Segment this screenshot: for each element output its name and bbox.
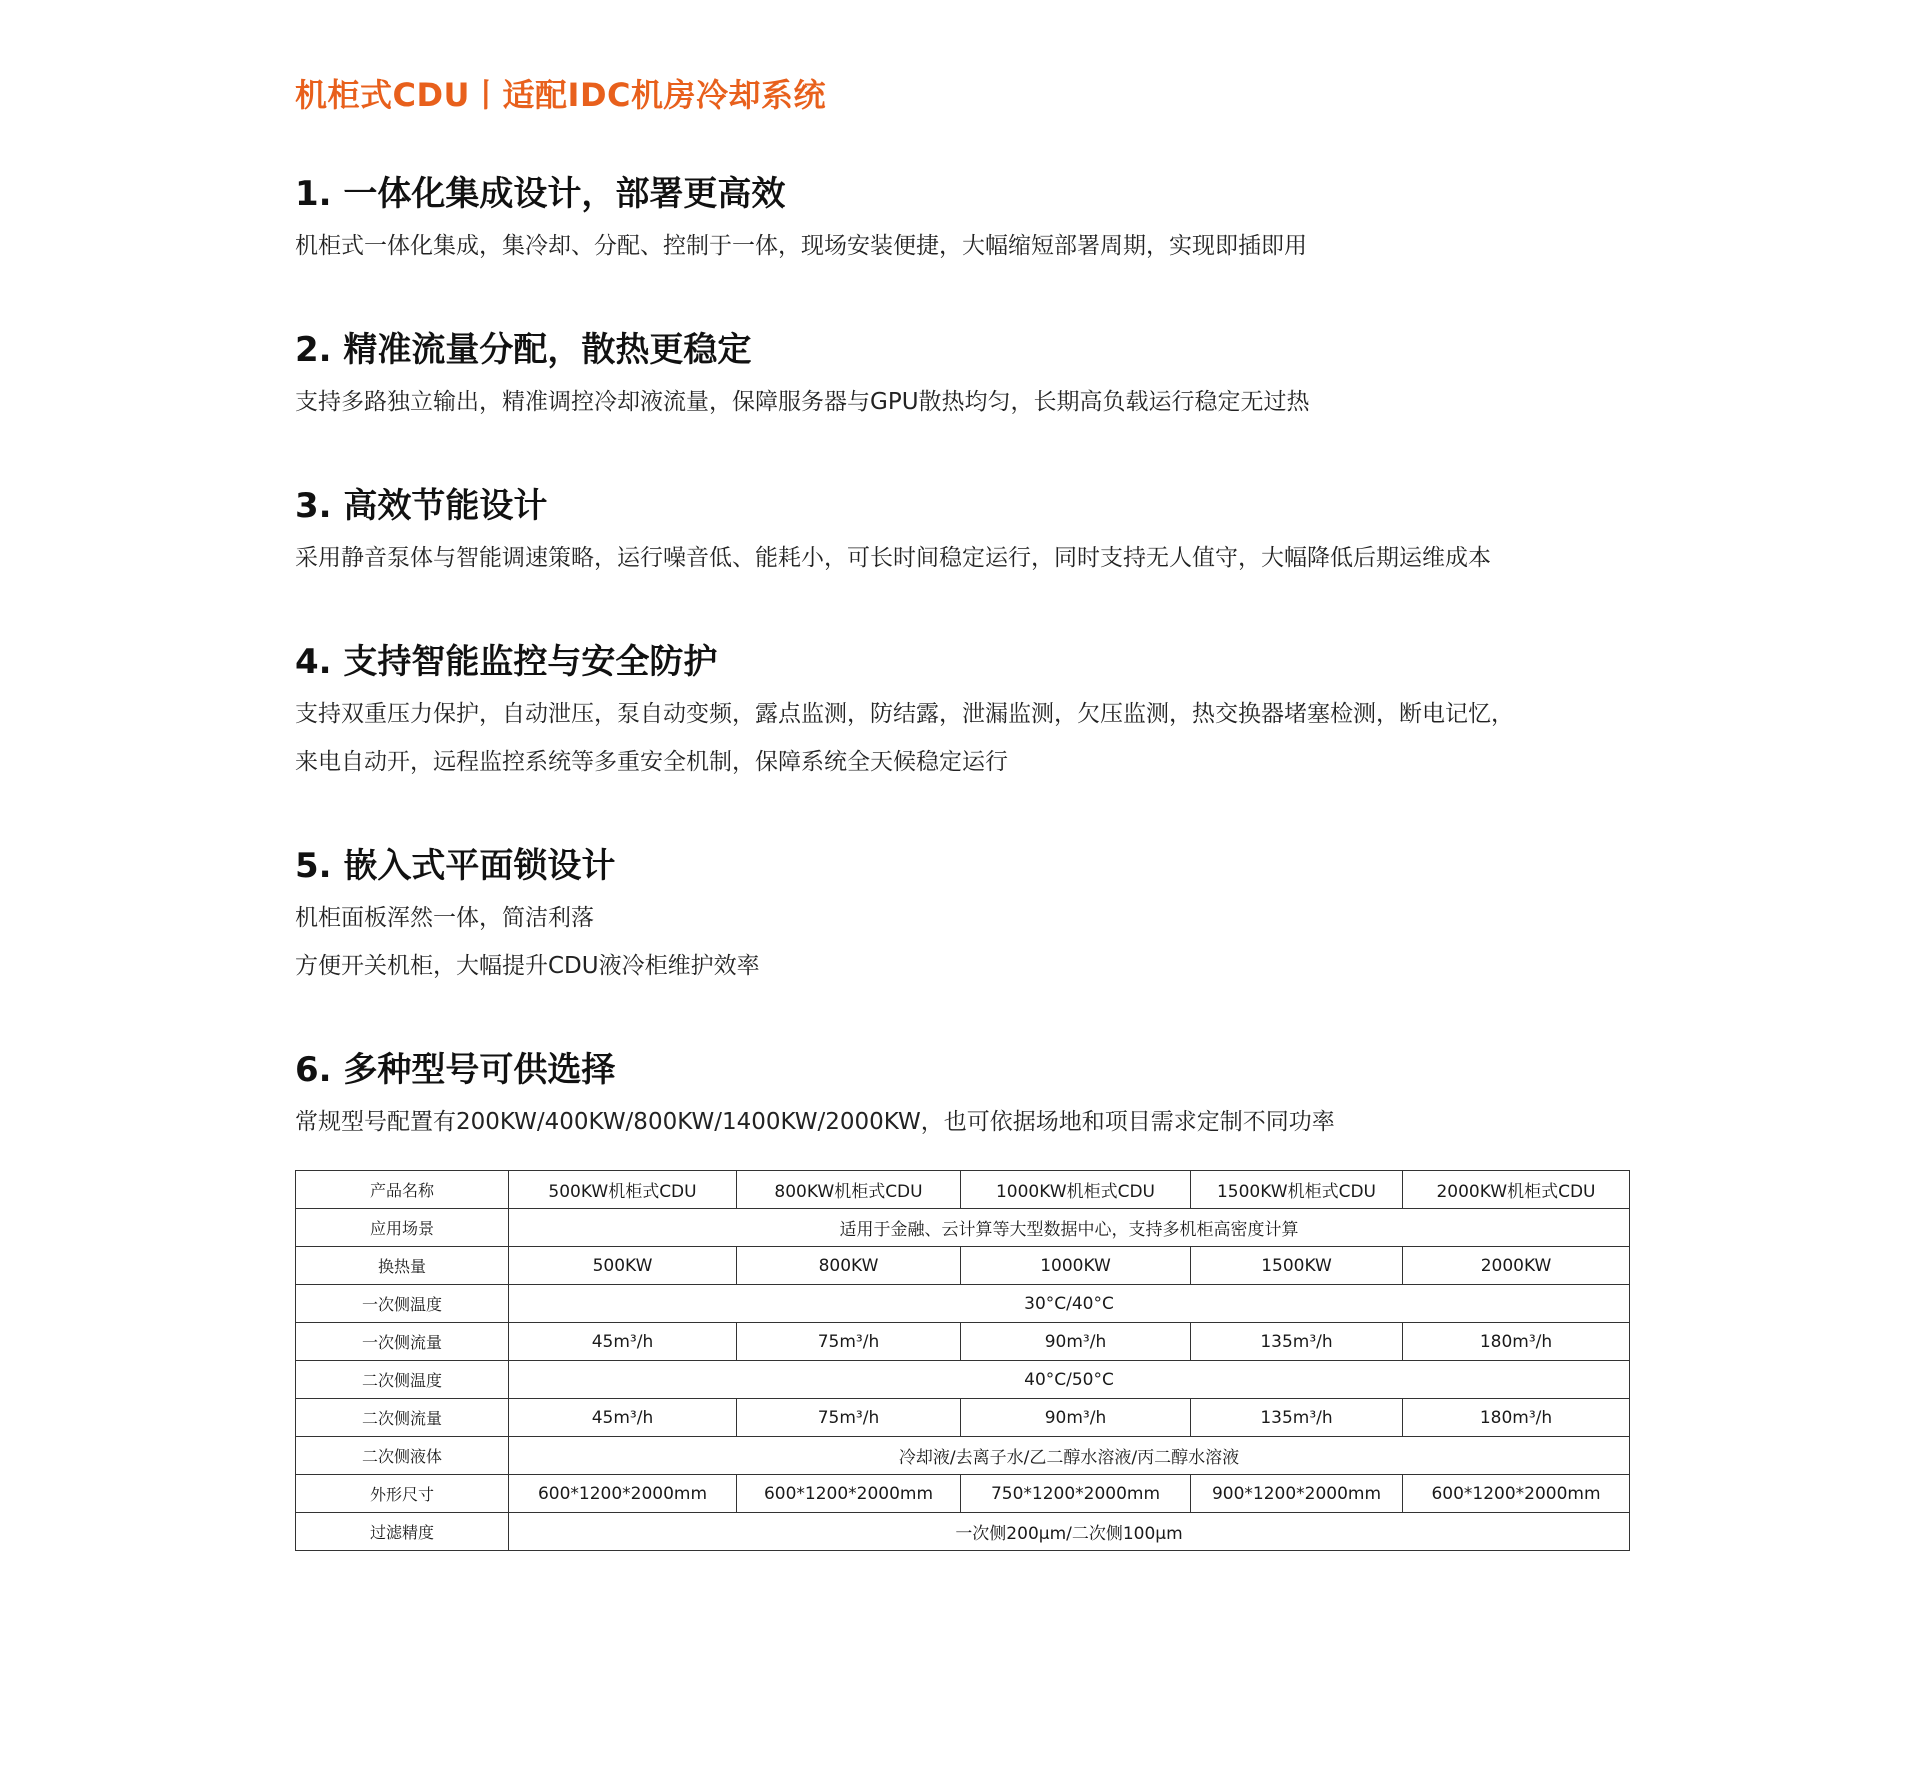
section-heading: 2. 精准流量分配，散热更稳定 xyxy=(295,330,752,370)
page-title: 机柜式CDU丨适配IDC机房冷却系统 xyxy=(295,76,826,114)
row-label-filtration: 过滤精度 xyxy=(296,1513,509,1551)
table-row xyxy=(296,1285,1630,1323)
table-cell: 1500KW机柜式CDU xyxy=(1191,1171,1403,1209)
table-cell-merged: 一次侧200μm/二次侧100μm xyxy=(509,1513,1630,1551)
table-cell: 800KW xyxy=(737,1247,961,1285)
table-cell: 90m³/h xyxy=(961,1399,1191,1437)
table-cell: 500KW xyxy=(509,1247,737,1285)
table-cell: 75m³/h xyxy=(737,1399,961,1437)
table-row xyxy=(296,1399,1630,1437)
table-cell: 2000KW机柜式CDU xyxy=(1403,1171,1630,1209)
feature-section-integrated-design xyxy=(295,172,1307,270)
table-row xyxy=(296,1475,1630,1513)
row-label-application: 应用场景 xyxy=(296,1209,509,1247)
table-cell: 1000KW xyxy=(961,1247,1191,1285)
table-cell: 1500KW xyxy=(1191,1247,1403,1285)
feature-section-monitoring xyxy=(295,640,1514,786)
table-row xyxy=(296,1437,1630,1475)
section-text: 常规型号配置有200KW/400KW/800KW/1400KW/2000KW，也可依据场地和项目需求定制不同功率 xyxy=(295,1109,1335,1135)
table-cell: 135m³/h xyxy=(1191,1323,1403,1361)
section-heading: 5. 嵌入式平面锁设计 xyxy=(295,846,616,886)
row-label-dimensions: 外形尺寸 xyxy=(296,1475,509,1513)
table-cell: 180m³/h xyxy=(1403,1323,1630,1361)
table-row xyxy=(296,1361,1630,1399)
table-cell-merged: 适用于金融、云计算等大型数据中心，支持多机柜高密度计算 xyxy=(509,1209,1630,1247)
table-cell: 180m³/h xyxy=(1403,1399,1630,1437)
feature-section-flat-lock xyxy=(295,844,760,990)
feature-section-flow-distribution xyxy=(295,328,1310,426)
section-text: 支持多路独立输出，精准调控冷却液流量，保障服务器与GPU散热均匀，长期高负载运行稳定无过热 xyxy=(295,389,1310,415)
row-label-secondary-fluid: 二次侧液体 xyxy=(296,1437,509,1475)
section-text: 采用静音泵体与智能调速策略，运行噪音低、能耗小，可长时间稳定运行，同时支持无人值守，大幅降低后期运维成本 xyxy=(295,545,1491,571)
row-label-primary-flow: 一次侧流量 xyxy=(296,1323,509,1361)
table-row xyxy=(296,1323,1630,1361)
section-text: 机柜面板浑然一体，简洁利落 xyxy=(295,905,594,931)
row-label-heat-exchange: 换热量 xyxy=(296,1247,509,1285)
spec-table xyxy=(295,1170,1630,1551)
table-cell: 45m³/h xyxy=(509,1323,737,1361)
table-cell: 2000KW xyxy=(1403,1247,1630,1285)
table-cell: 600*1200*2000mm xyxy=(737,1475,961,1513)
table-cell: 750*1200*2000mm xyxy=(961,1475,1191,1513)
row-label-product-name: 产品名称 xyxy=(296,1171,509,1209)
table-cell: 900*1200*2000mm xyxy=(1191,1475,1403,1513)
table-cell: 600*1200*2000mm xyxy=(509,1475,737,1513)
feature-section-energy-saving xyxy=(295,484,1491,582)
table-cell: 45m³/h xyxy=(509,1399,737,1437)
table-cell: 500KW机柜式CDU xyxy=(509,1171,737,1209)
row-label-primary-temp: 一次侧温度 xyxy=(296,1285,509,1323)
table-cell: 135m³/h xyxy=(1191,1399,1403,1437)
table-cell: 75m³/h xyxy=(737,1323,961,1361)
table-cell-merged: 冷却液/去离子水/乙二醇水溶液/丙二醇水溶液 xyxy=(509,1437,1630,1475)
table-cell-merged: 40°C/50°C xyxy=(509,1361,1630,1399)
section-heading: 1. 一体化集成设计，部署更高效 xyxy=(295,174,786,214)
section-text: 支持双重压力保护，自动泄压，泵自动变频，露点监测，防结露，泄漏监测，欠压监测，热交换器堵塞检测，断电记忆， xyxy=(295,701,1514,727)
table-cell: 90m³/h xyxy=(961,1323,1191,1361)
section-heading: 3. 高效节能设计 xyxy=(295,486,548,526)
table-cell: 800KW机柜式CDU xyxy=(737,1171,961,1209)
table-cell: 1000KW机柜式CDU xyxy=(961,1171,1191,1209)
table-row xyxy=(296,1247,1630,1285)
table-row xyxy=(296,1513,1630,1551)
table-cell: 600*1200*2000mm xyxy=(1403,1475,1630,1513)
section-text: 来电自动开，远程监控系统等多重安全机制，保障系统全天候稳定运行 xyxy=(295,749,1008,775)
table-row xyxy=(296,1171,1630,1209)
row-label-secondary-flow: 二次侧流量 xyxy=(296,1399,509,1437)
feature-section-models xyxy=(295,1048,1335,1146)
table-row xyxy=(296,1209,1630,1247)
section-heading: 4. 支持智能监控与安全防护 xyxy=(295,642,718,682)
table-cell-merged: 30°C/40°C xyxy=(509,1285,1630,1323)
section-text: 方便开关机柜，大幅提升CDU液冷柜维护效率 xyxy=(295,953,760,979)
row-label-secondary-temp: 二次侧温度 xyxy=(296,1361,509,1399)
section-heading: 6. 多种型号可供选择 xyxy=(295,1050,616,1090)
section-text: 机柜式一体化集成，集冷却、分配、控制于一体，现场安装便捷，大幅缩短部署周期，实现即插即用 xyxy=(295,233,1307,259)
